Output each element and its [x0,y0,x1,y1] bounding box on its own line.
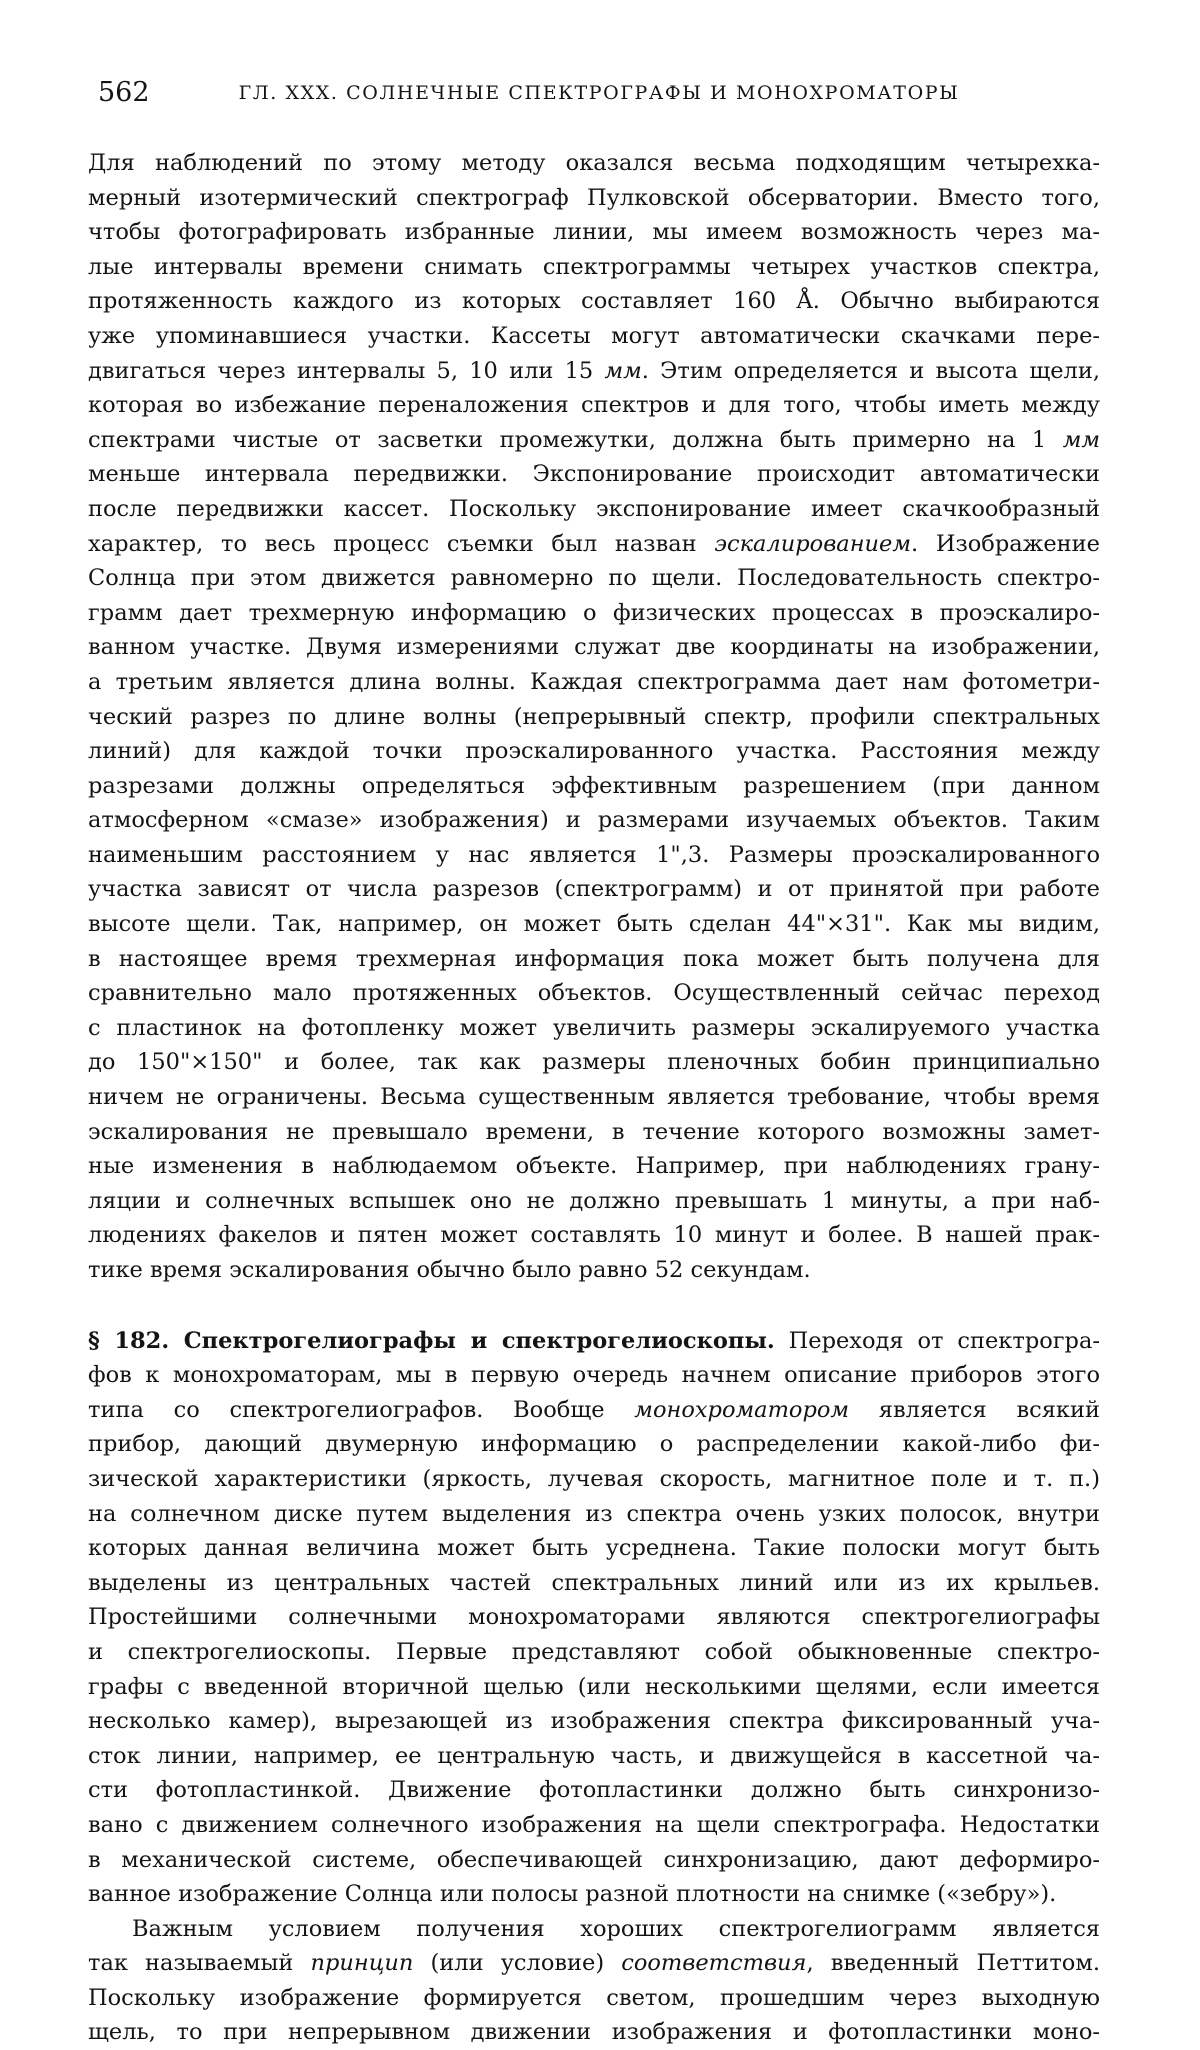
text-line: тике время эскалирования обычно было равно 52 секундам. [88,1257,811,1283]
text-line: атмосферном «смазе» изображения) и размерами изучаемых объектов. Таким [88,807,1100,834]
text-line: наименьшим расстоянием у нас является 1",3. Размеры проэскалированного [88,841,1100,868]
text-line: Важным условием получения хороших спектрогелиограмм является [132,1915,1100,1942]
text-line: выделены из центральных частей спектральных линий или из их крыльев. [88,1569,1100,1596]
text-line: Солнца при этом движется равномерно по щели. Последовательность спектро- [88,565,1100,592]
text-line: эскалирования не превышало времени, в течение которого возможны замет- [88,1118,1100,1145]
text-line: ные изменения в наблюдаемом объекте. Например, при наблюдениях грану- [88,1153,1100,1180]
text-line: зической характеристики (яркость, лучевая скорость, магнитное поле и т. п.) [88,1465,1100,1492]
text-line: которая во избежание переналожения спектров и для того, чтобы иметь между [88,392,1100,419]
text-line: грамм дает трехмерную информацию о физических процессах в проэскалиро- [88,599,1100,626]
text-line: Простейшими солнечными монохроматорами являются спектрогелиографы [88,1604,1100,1631]
text-line: лые интервалы времени снимать спектрограммы четырех участков спектра, [88,253,1100,280]
text-line: сти фотопластинкой. Движение фотопластинки должно быть синхронизо- [88,1777,1100,1804]
text-line: типа со спектрогелиографов. Вообще монохроматором является всякий [88,1396,1100,1423]
section-gap [88,1288,1100,1324]
text-line: ляции и солнечных вспышек оно не должно превышать 1 минуты, а при наб- [88,1187,1100,1214]
text-line: участка зависят от числа разрезов (спектрограмм) и от принятой при работе [88,876,1100,903]
text-line: чтобы фотографировать избранные линии, мы имеем возможность через ма- [88,219,1100,246]
text-line: с пластинок на фотопленку может увеличить размеры эскалируемого участка [88,1014,1100,1041]
text-line: несколько камер), вырезающей из изображения спектра фиксированный уча- [88,1708,1100,1735]
unit-mm: мм [1062,426,1100,453]
text-line: ничем не ограничены. Весьма существенным является требование, чтобы время [88,1084,1100,1111]
text-line: прибор, дающий двумерную информацию о распределении какой-либо фи- [88,1431,1100,1458]
text-line: двигаться через интервалы 5, 10 или 15 мм. Этим определяется и высота щели, [88,357,1100,384]
term-monokhromator: монохроматором [634,1396,850,1423]
text-line: на солнечном диске путем выделения из спектра очень узких полосок, внутри [88,1500,1100,1527]
section-heading: § 182. Спектрогелиографы и спектрогелиоскопы. [88,1327,775,1354]
term-sootvetstviya: соответствия [621,1950,807,1977]
text-line: вано с движением солнечного изображения на щели спектрографа. Недостатки [88,1811,1100,1838]
text-line: сравнительно мало протяженных объектов. Осуществленный сейчас переход [88,980,1100,1007]
text-line: разрезами должны определяться эффективным разрешением (при данном [88,772,1100,799]
text-line: щель, то при непрерывном движении изображения и фотопластинки моно- [88,2019,1100,2046]
text-line: меньше интервала передвижки. Экспонирование происходит автоматически [88,461,1100,488]
text-line: до 150"×150" и более, так как размеры пленочных бобин принципиально [88,1049,1100,1076]
text-line: в настоящее время трехмерная информация пока может быть получена для [88,945,1100,972]
text-line: ческий разрез по длине волны (непрерывный спектр, профили спектральных [88,703,1100,730]
page-header [98,73,1100,113]
text-line: протяженность каждого из которых составляет 160 Å. Обычно выбираются [88,288,1100,315]
text-line: Для наблюдений по этому методу оказался весьма подходящим четырехка- [88,150,1100,176]
term-eskalirovanie: эскалированием [714,530,911,557]
unit-mm: мм [604,357,642,384]
term-printsip: принцип [310,1950,414,1977]
page-number: 562 [98,77,150,108]
text-line: людениях факелов и пятен может составлять 10 минут и более. В нашей прак- [88,1222,1100,1249]
text-line: сток линии, например, ее центральную часть, и движущейся в кассетной ча- [88,1742,1100,1769]
text-line: уже упоминавшиеся участки. Кассеты могут автоматически скачками пере- [88,322,1100,349]
text-line: фов к монохроматорам, мы в первую очередь начнем описание приборов этого [88,1362,1100,1389]
body-text [88,146,1100,2050]
text-line: а третьим является длина волны. Каждая спектрограмма дает нам фотометри- [88,668,1100,695]
section-heading-line: § 182. Спектрогелиографы и спектрогелиоскопы. Переходя от спектрогра- [88,1327,1100,1354]
text-line: и спектрогелиоскопы. Первые представляют собой обыкновенные спектро- [88,1638,1100,1665]
text-line: которых данная величина может быть усреднена. Такие полоски могут быть [88,1535,1100,1562]
text-line: после передвижки кассет. Поскольку экспонирование имеет скачкообразный [88,495,1100,522]
text-line: ванном участке. Двумя измерениями служат две координаты на изображении, [88,634,1100,661]
text-line: характер, то весь процесс съемки был назван эскалированием. Изображение [88,530,1100,557]
text-line: так называемый принцип (или условие) соответствия, введенный Петтитом. [88,1950,1100,1977]
text-line: Поскольку изображение формируется светом, прошедшим через выходную [88,1984,1100,2011]
text-line: в механической системе, обеспечивающей синхронизацию, дают деформиро- [88,1846,1100,1873]
text-line: мерный изотермический спектрограф Пулковской обсерватории. Вместо того, [88,184,1100,211]
text-line: высоте щели. Так, например, он может быть сделан 44"×31". Как мы видим, [88,911,1100,938]
text-line: ванное изображение Солнца или полосы разной плотности на снимке («зебру»). [88,1881,1057,1908]
text-line: спектрами чистые от засветки промежутки, должна быть примерно на 1 мм [88,426,1100,453]
running-title: ГЛ. XXX. СОЛНЕЧНЫЕ СПЕКТРОГРАФЫ И МОНОХРОМАТОРЫ [238,82,960,104]
text-line: графы с введенной вторичной щелью (или несколькими щелями, если имеется [88,1673,1100,1700]
text-line: линий) для каждой точки проэскалированного участка. Расстояния между [88,738,1100,765]
